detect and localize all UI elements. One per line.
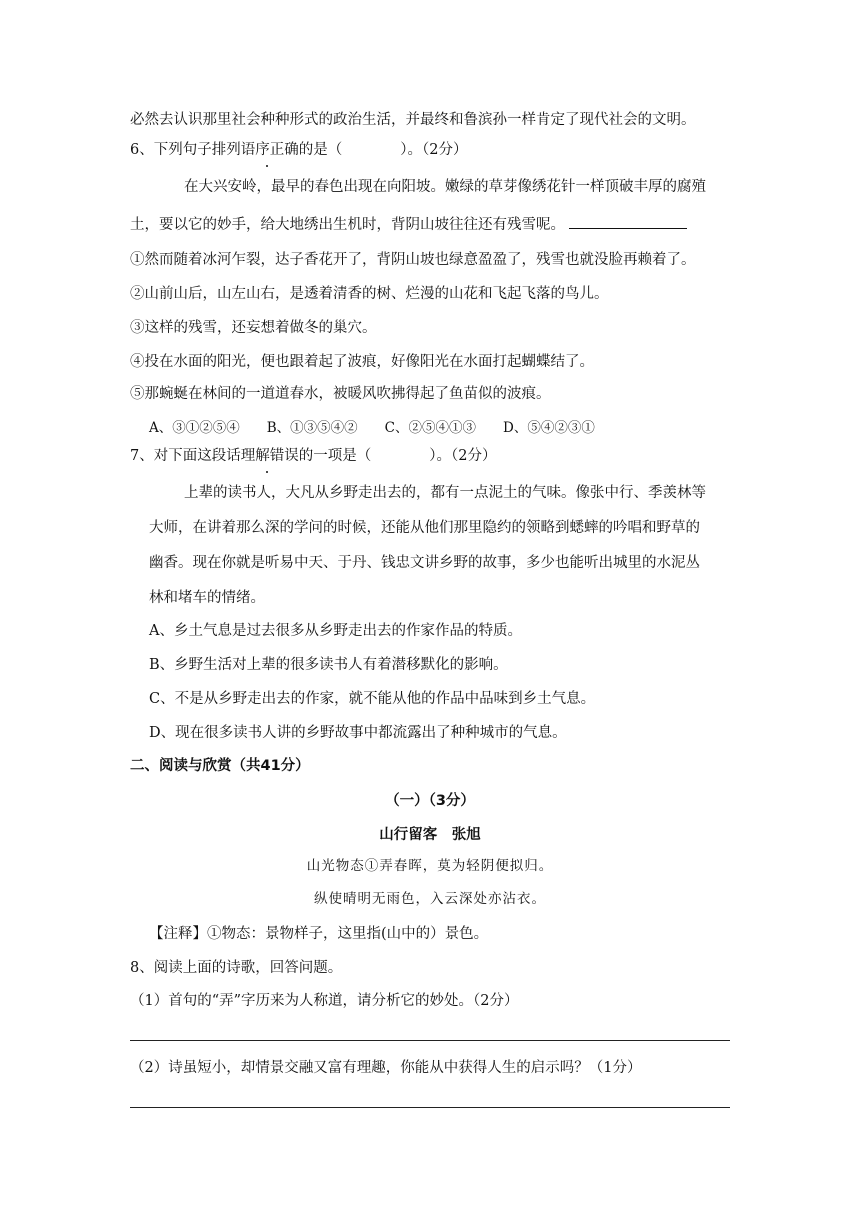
passage-6-line-2-text: 土，要以它的妙手，给大地绣出生机时，背阴山坡往往还有残雪呢。: [130, 217, 565, 233]
answer-line-1[interactable]: [130, 1040, 730, 1041]
sentence-4: ④投在水面的阳光，便也跟着起了波痕，好像阳光在水面打起蝴蝶结了。: [130, 354, 594, 370]
poem-line-2: 纵使晴明无雨色，入云深处亦沾衣。: [314, 891, 546, 907]
question-7: [130, 446, 496, 466]
question-8: 8、阅读上面的诗歌，回答问题。: [130, 960, 343, 976]
text-line-continuation: 必然去认识那里社会种种形式的政治生活，并最终和鲁滨孙一样肯定了现代社会的文明。: [130, 112, 696, 128]
part-1-heading: （一）（3分）: [385, 793, 475, 809]
answer-blank-line[interactable]: [569, 214, 687, 229]
poem-note: 【注释】①物态：景物样子，这里指(山中的）景色。: [149, 926, 489, 942]
sentence-5: ⑤那蜿蜒在林间的一道道春水，被暖风吹拂得起了鱼苗似的波痕。: [130, 386, 551, 402]
passage-7-line-1: 上辈的读书人，大凡从乡野走出去的，都有一点泥土的气味。像张中行、季羡林等: [184, 485, 706, 501]
poem-title: 山行留客 张旭: [379, 827, 481, 843]
passage-6-line-2: [130, 214, 687, 235]
passage-6-line-1: 在大兴安岭，最早的春色出现在向阳坡。嫩绿的草芽像绣花针一样顶破丰厚的腐殖: [184, 179, 706, 195]
question-8-1: （1）首句的“弄”字历来为人称道，请分析它的妙处。（2分）: [130, 993, 519, 1009]
passage-7-line-4: 林和堵车的情绪。: [149, 590, 265, 606]
sentence-1: ①然而随着冰河乍裂，达子香花开了，背阴山坡也绿意盈盈了，残雪也就没脸再赖着了。: [130, 252, 696, 268]
answer-line-2[interactable]: [130, 1107, 730, 1108]
poem-line-1: 山光物态①弄春晖，莫为轻阴便拟归。: [306, 858, 554, 874]
sentence-3: ③这样的残雪，还妄想着做冬的巢穴。: [130, 320, 377, 336]
question-6-text: 6、下列句子排列语序正确的是（ ）。（2分）: [130, 142, 468, 158]
passage-7-line-2: 大师，在讲着那么深的学问的时候，还能从他们那里隐约的领略到蟋蟀的吟唱和野草的: [149, 520, 700, 536]
sentence-2: ②山前山后，山左山右，是透着清香的树、烂漫的山花和飞起飞落的鸟儿。: [130, 286, 609, 302]
question-8-2: （2）诗虽短小，却情景交融又富有理趣，你能从中获得人生的启示吗？（1分）: [130, 1060, 642, 1076]
option-a: A、乡土气息是过去很多从乡野走出去的作家作品的特质。: [149, 623, 522, 639]
question-6: [130, 140, 467, 160]
question-6-options: A、③①②⑤④ B、①③⑤④② C、②⑤④①③ D、⑤④②③①: [149, 420, 595, 436]
option-d: D、现在很多读书人讲的乡野故事中都流露出了种种城市的气息。: [149, 725, 567, 741]
section-2-heading: 二、阅读与欣赏（共41分）: [130, 758, 310, 774]
option-c: C、不是从乡野走出去的作家，就不能从他的作品中品味到乡土气息。: [149, 691, 596, 707]
passage-7-line-3: 幽香。现在你就是听易中天、于丹、钱忠文讲乡野的故事，多少也能听出城里的水泥丛: [149, 555, 700, 571]
option-b: B、乡野生活对上辈的很多读书人有着潜移默化的影响。: [149, 657, 508, 673]
question-7-text: 7、对下面这段话理解错误的一项是（ ）。（2分）: [130, 448, 497, 464]
